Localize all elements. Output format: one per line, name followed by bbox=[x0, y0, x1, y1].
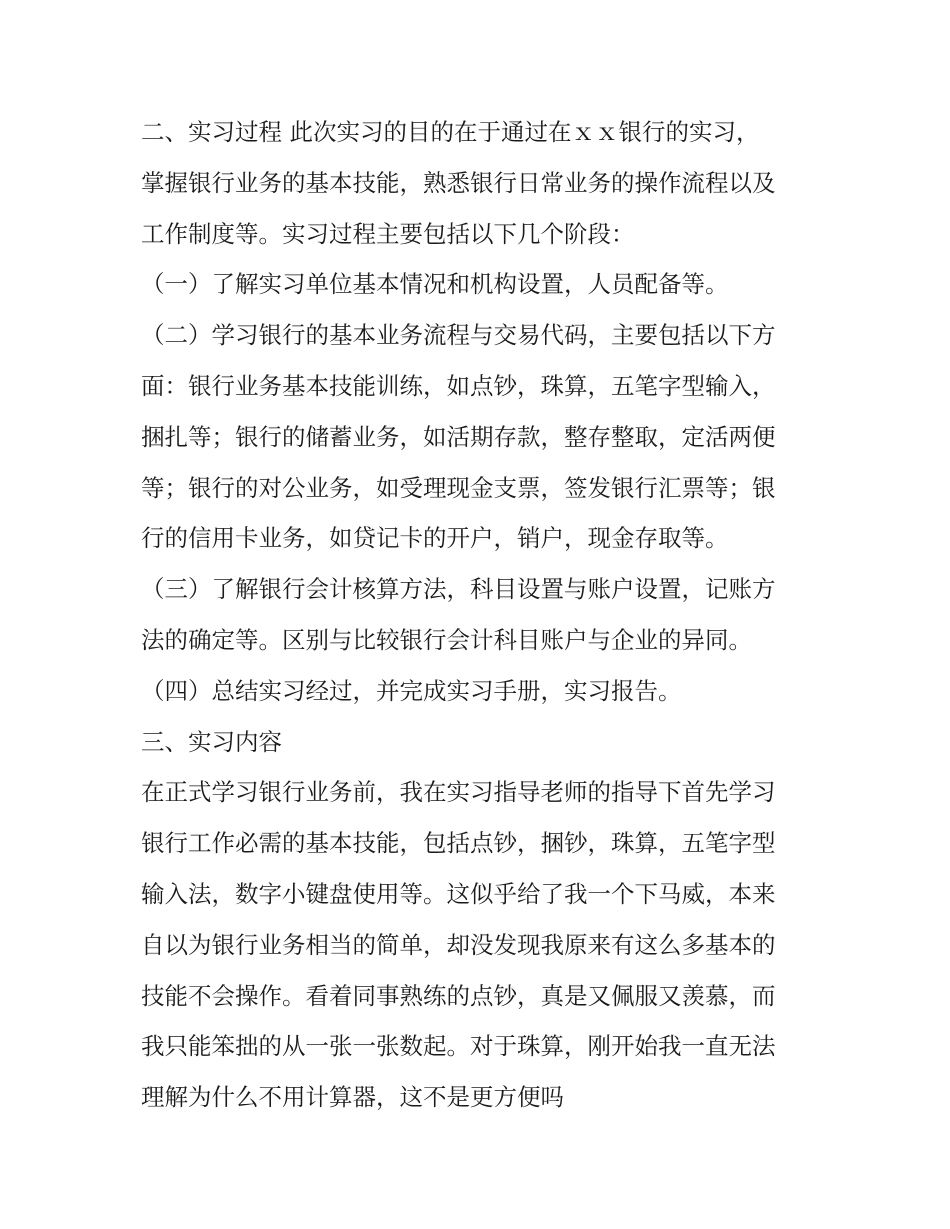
text-line: 工作制度等。实习过程主要包括以下几个阶段： bbox=[141, 219, 635, 248]
text-line: 掌握银行业务的基本技能，熟悉银行日常业务的操作流程以及 bbox=[141, 168, 776, 197]
text-line: 自以为银行业务相当的简单，却没发现我原来有这么多基本的 bbox=[141, 930, 776, 959]
text-line: 二、实习过程 此次实习的目的在于通过在ｘｘ银行的实习， bbox=[141, 118, 760, 146]
document-body bbox=[141, 107, 821, 1123]
text-line: 面：银行业务基本技能训练，如点钞，珠算，五笔字型输入， bbox=[141, 371, 776, 400]
text-line: 行的信用卡业务，如贷记卡的开户，销户，现金存取等。 bbox=[141, 524, 729, 553]
section-heading: 三、实习内容 bbox=[141, 727, 282, 756]
text-line: 理解为什么不用计算器，这不是更方便吗 bbox=[141, 1083, 564, 1112]
text-line: 输入法，数字小键盘使用等。这似乎给了我一个下马威，本来 bbox=[141, 879, 776, 908]
text-line: 在正式学习银行业务前，我在实习指导老师的指导下首先学习 bbox=[141, 778, 776, 807]
text-line: 等；银行的对公业务，如受理现金支票，签发银行汇票等；银 bbox=[141, 473, 776, 502]
text-line: 我只能笨拙的从一张一张数起。对于珠算，刚开始我一直无法 bbox=[141, 1032, 776, 1061]
text-line: （一）了解实习单位基本情况和机构设置，人员配备等。 bbox=[141, 270, 729, 299]
text-line: 捆扎等；银行的储蓄业务，如活期存款，整存整取，定活两便 bbox=[141, 422, 776, 451]
text-line: 技能不会操作。看着同事熟练的点钞，真是又佩服又羡慕，而 bbox=[141, 981, 776, 1010]
text-line: 法的确定等。区别与比较银行会计科目账户与企业的异同。 bbox=[141, 625, 752, 654]
text-line: （二）学习银行的基本业务流程与交易代码，主要包括以下方 bbox=[141, 321, 776, 350]
text-line: （四）总结实习经过，并完成实习手册，实习报告。 bbox=[141, 676, 682, 705]
text-line: 银行工作必需的基本技能，包括点钞，捆钞，珠算，五笔字型 bbox=[141, 829, 776, 858]
text-line: （三）了解银行会计核算方法，科目设置与账户设置，记账方 bbox=[141, 575, 776, 604]
